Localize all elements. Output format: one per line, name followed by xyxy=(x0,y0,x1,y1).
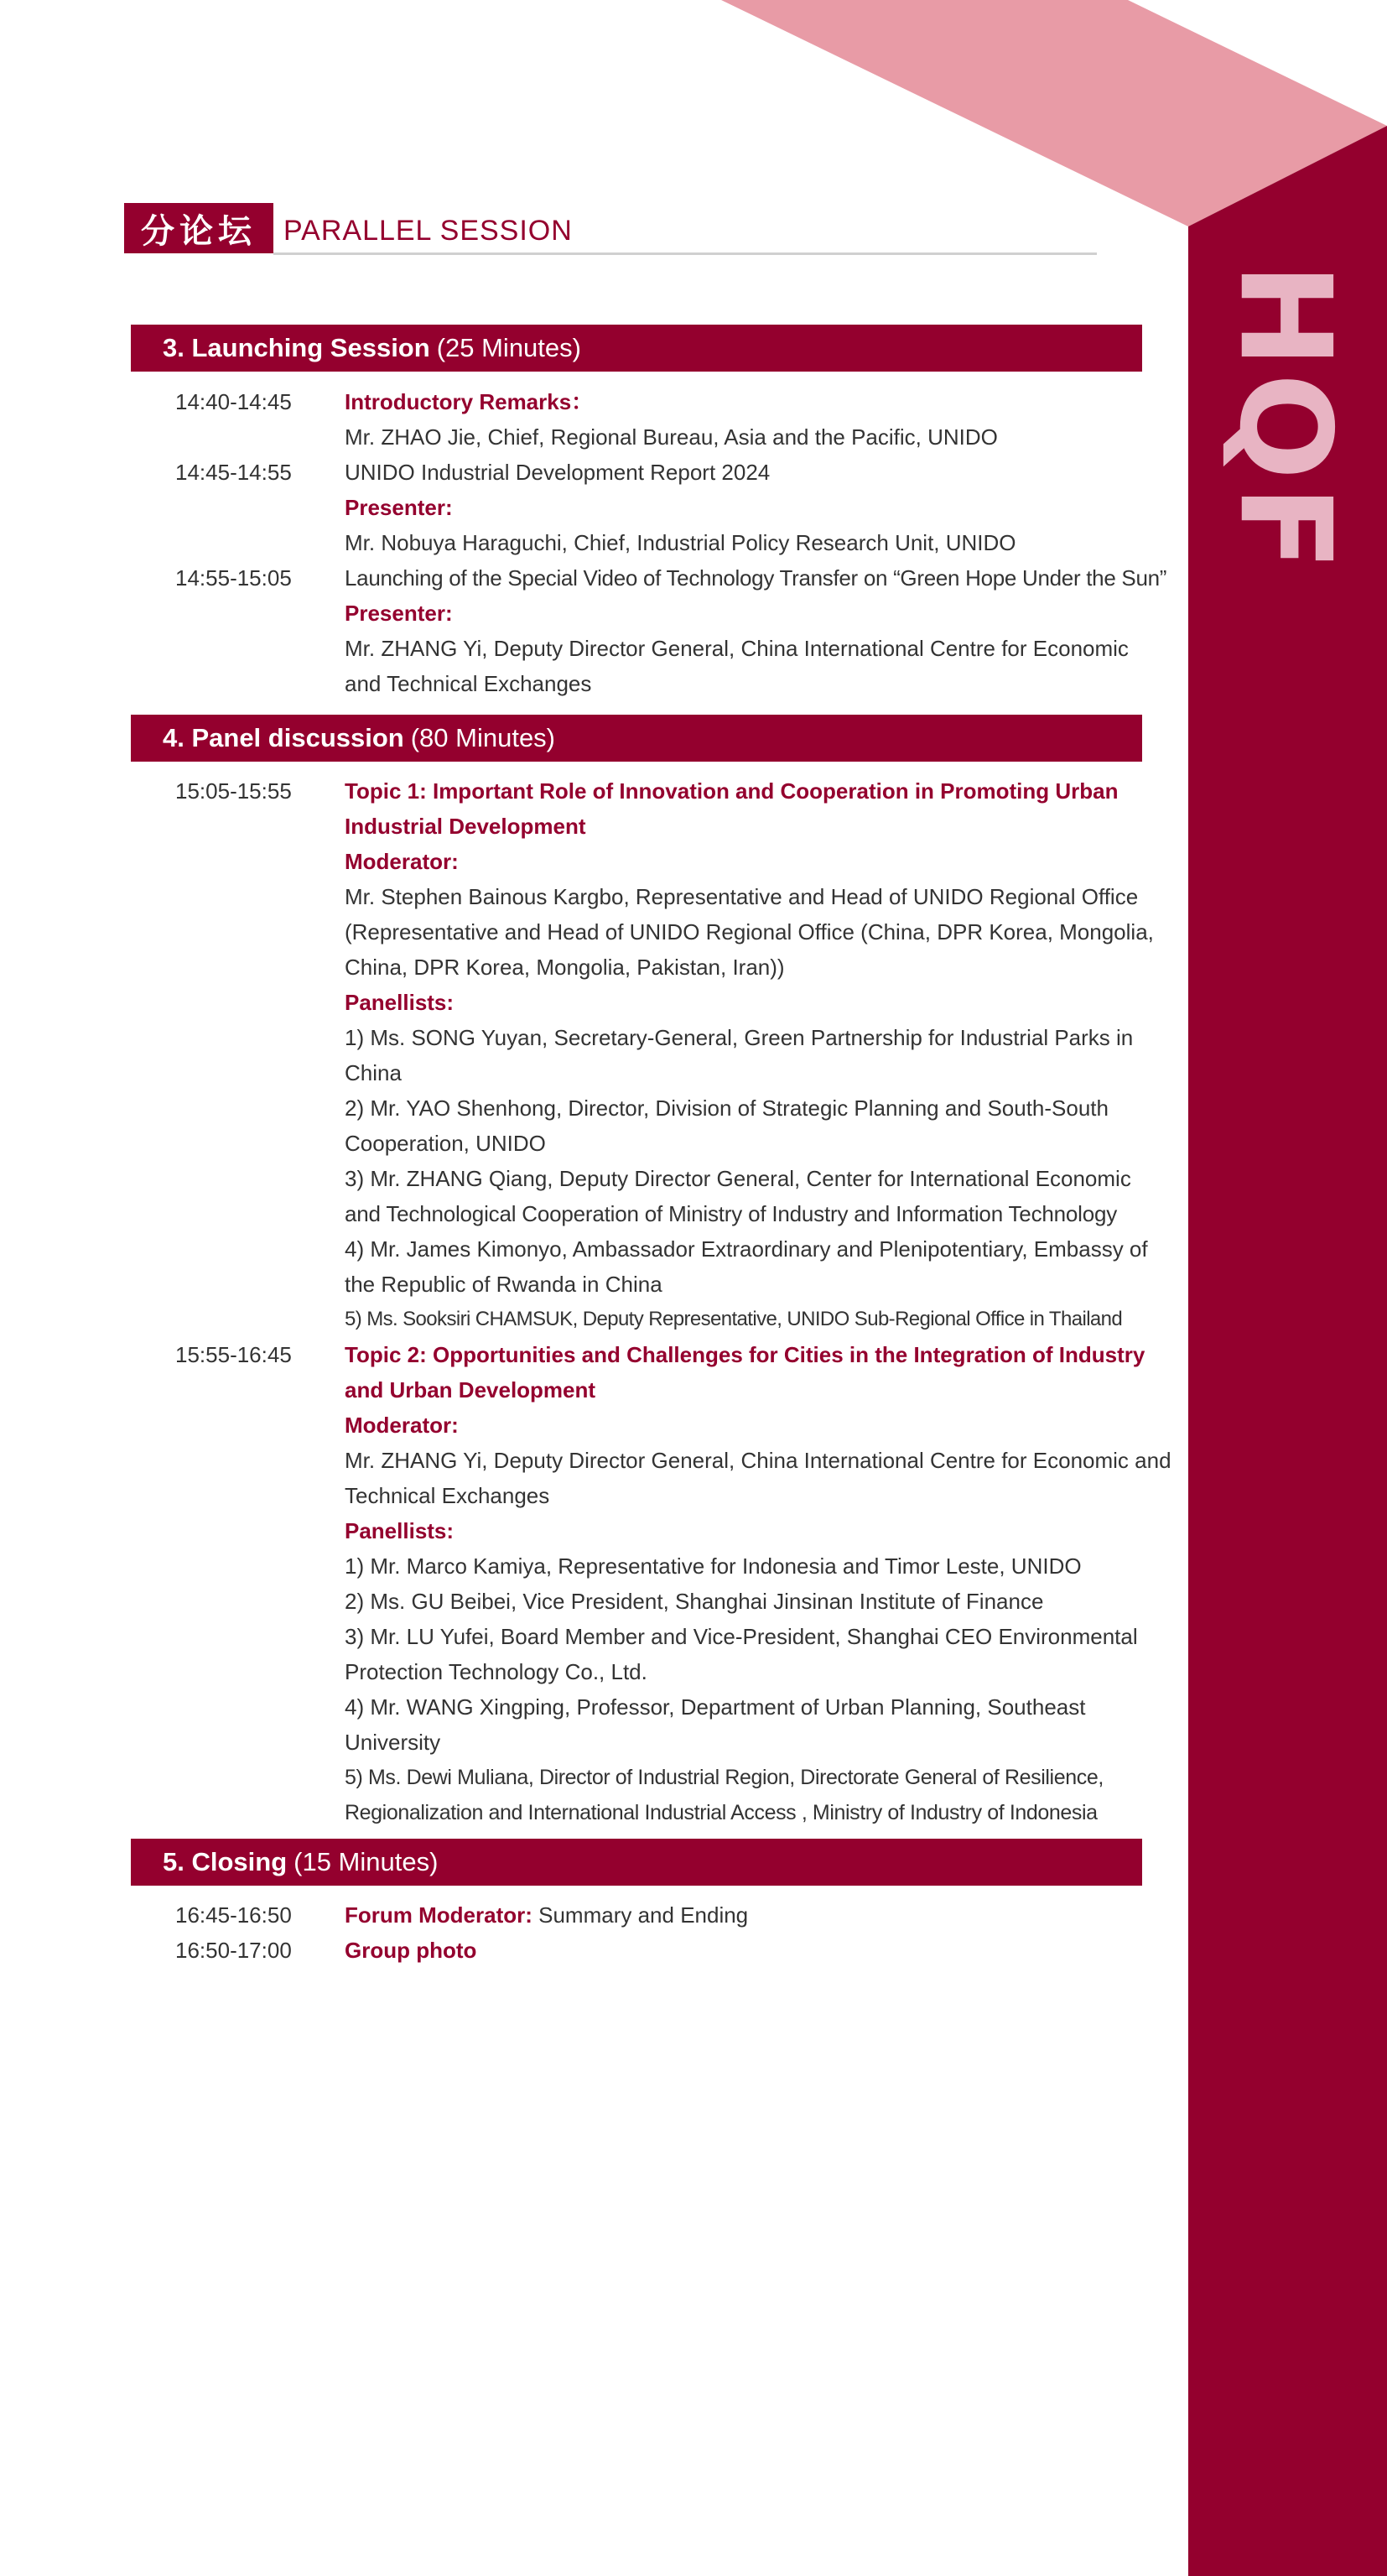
agenda-item: UNIDO Industrial Development Report 2024 xyxy=(345,460,771,485)
brand-logo-text: HQF xyxy=(1212,263,1358,576)
session-duration: (25 Minutes) xyxy=(436,333,581,362)
time-slot: 16:45-16:50 xyxy=(175,1902,292,1928)
role-label: Panellists: xyxy=(345,990,455,1015)
brand-logo-vertical xyxy=(1188,263,1381,576)
speaker-line: China, DPR Korea, Mongolia, Pakistan, Iran)) xyxy=(345,955,785,980)
section-title-cn: 分论坛 xyxy=(124,203,273,253)
panellist-line: 5) Ms. Dewi Muliana, Director of Industrial Region, Directorate General of Resilience, xyxy=(345,1766,1104,1789)
time-slot: 15:05-15:55 xyxy=(175,778,292,804)
session-title: 4. Panel discussion xyxy=(163,723,404,752)
time-slot: 14:55-15:05 xyxy=(175,565,292,591)
topic-title: Topic 1: Important Role of Innovation and Cooperation in Promoting Urban xyxy=(345,778,1119,804)
speaker-line: Mr. ZHANG Yi, Deputy Director General, China International Centre for Economic xyxy=(345,636,1129,661)
agenda-item: Group photo xyxy=(345,1938,477,1963)
role-label: Moderator: xyxy=(345,849,459,874)
panellist-line: 1) Ms. SONG Yuyan, Secretary-General, Green Partnership for Industrial Parks in xyxy=(345,1025,1134,1050)
agenda-item xyxy=(345,1897,1183,1933)
role-label: Introductory Remarks： xyxy=(345,389,594,414)
speaker-line: Technical Exchanges xyxy=(345,1483,550,1508)
speaker-line: Mr. ZHANG Yi, Deputy Director General, China International Centre for Economic and xyxy=(345,1448,1171,1473)
role-label: Presenter: xyxy=(345,495,453,520)
panellist-line: the Republic of Rwanda in China xyxy=(345,1272,662,1297)
topic-title: Industrial Development xyxy=(345,814,586,839)
speaker-line: (Representative and Head of UNIDO Regional Office (China, DPR Korea, Mongolia, xyxy=(345,919,1154,945)
session-title: 3. Launching Session xyxy=(163,333,430,362)
speaker-line: Mr. ZHAO Jie, Chief, Regional Bureau, Asia and the Pacific, UNIDO xyxy=(345,424,998,450)
session-duration: (15 Minutes) xyxy=(294,1847,439,1876)
panellist-line: Cooperation, UNIDO xyxy=(345,1131,546,1156)
panellist-line: and Technological Cooperation of Ministry of Industry and Information Technology xyxy=(345,1201,1118,1226)
session-bar-panel xyxy=(131,715,1142,762)
panellist-line: Protection Technology Co., Ltd. xyxy=(345,1659,647,1684)
speaker-line: Mr. Nobuya Haraguchi, Chief, Industrial Policy Research Unit, UNIDO xyxy=(345,530,1016,555)
panellist-line: 3) Mr. ZHANG Qiang, Deputy Director General, Center for International Economic xyxy=(345,1166,1131,1191)
panellist-line: 4) Mr. James Kimonyo, Ambassador Extraordinary and Plenipotentiary, Embassy of xyxy=(345,1236,1148,1262)
agenda-item: Launching of the Special Video of Technology Transfer on “Green Hope Under the Sun” xyxy=(345,565,1167,591)
speaker-line: Mr. Stephen Bainous Kargbo, Representative and Head of UNIDO Regional Office xyxy=(345,884,1139,909)
role-label: Presenter: xyxy=(345,601,453,626)
agenda-item-text: Summary and Ending xyxy=(538,1902,749,1928)
panellist-line: 4) Mr. WANG Xingping, Professor, Department of Urban Planning, Southeast xyxy=(345,1694,1086,1720)
panellist-line: Regionalization and International Industrial Access , Ministry of Industry of Indonesia xyxy=(345,1801,1098,1824)
section-title-en: PARALLEL SESSION xyxy=(283,215,573,247)
session-bar-launching xyxy=(131,325,1142,372)
session-title: 5. Closing xyxy=(163,1847,288,1876)
topic-title: and Urban Development xyxy=(345,1377,596,1402)
role-label: Forum Moderator: xyxy=(345,1902,532,1928)
session-duration: (80 Minutes) xyxy=(410,723,556,752)
panellist-line: 2) Ms. GU Beibei, Vice President, Shanghai Jinsinan Institute of Finance xyxy=(345,1589,1044,1614)
role-label: Moderator: xyxy=(345,1413,459,1438)
panellist-line: China xyxy=(345,1060,402,1085)
header-divider xyxy=(273,252,1097,255)
time-slot: 15:55-16:45 xyxy=(175,1342,292,1367)
panellist-line: 5) Ms. Sooksiri CHAMSUK, Deputy Representative, UNIDO Sub-Regional Office in Thailand xyxy=(345,1308,1123,1330)
panellist-line: 2) Mr. YAO Shenhong, Director, Division of Strategic Planning and South-South xyxy=(345,1095,1109,1121)
speaker-line: and Technical Exchanges xyxy=(345,671,592,696)
panellist-line: 3) Mr. LU Yufei, Board Member and Vice-President, Shanghai CEO Environmental xyxy=(345,1624,1138,1649)
panellist-line: 1) Mr. Marco Kamiya, Representative for Indonesia and Timor Leste, UNIDO xyxy=(345,1553,1082,1579)
section-header xyxy=(124,203,1097,255)
time-slot: 14:40-14:45 xyxy=(175,389,292,414)
role-label: Panellists: xyxy=(345,1518,455,1543)
session-bar-closing xyxy=(131,1839,1142,1886)
time-slot: 14:45-14:55 xyxy=(175,460,292,485)
time-slot: 16:50-17:00 xyxy=(175,1938,292,1963)
panellist-line: University xyxy=(345,1730,441,1755)
topic-title: Topic 2: Opportunities and Challenges for Cities in the Integration of Industry xyxy=(345,1342,1145,1367)
